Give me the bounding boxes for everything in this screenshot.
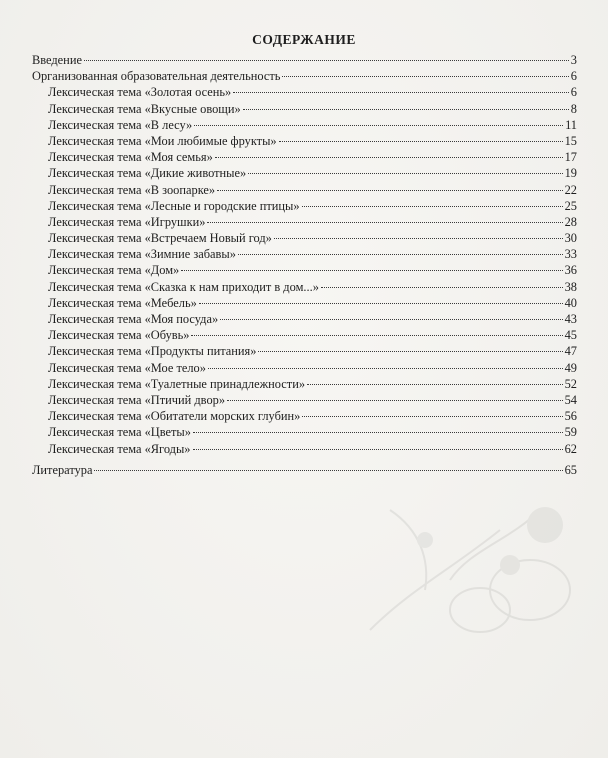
toc-entry — [32, 424, 577, 440]
toc-entry-label: Лексическая тема «Золотая осень» — [48, 85, 232, 100]
toc-entry — [32, 441, 577, 457]
toc-entry-label: Лексическая тема «Обувь» — [48, 328, 190, 343]
dot-leader — [243, 109, 569, 110]
toc-entry-page-number: 6 — [570, 85, 577, 100]
toc-entry-label: Организованная образовательная деятельность — [32, 69, 281, 84]
toc-entry-page-number: 8 — [570, 101, 577, 116]
toc-entry — [32, 198, 577, 214]
toc-entry-page-number: 49 — [564, 360, 577, 375]
dot-leader — [84, 60, 569, 61]
dot-leader — [94, 470, 562, 471]
toc-entry-label: Лексическая тема «Игрушки» — [48, 214, 206, 229]
dot-leader — [307, 384, 563, 385]
toc-entry — [32, 311, 577, 327]
toc-entry — [32, 182, 577, 198]
toc-entry — [32, 343, 577, 359]
dot-leader — [191, 335, 562, 336]
toc-entry-page-number: 54 — [564, 392, 577, 407]
dot-leader — [321, 287, 563, 288]
toc-entry — [32, 84, 577, 100]
toc-entry-label: Литература — [32, 462, 93, 477]
toc-entry — [32, 360, 577, 376]
toc-entry-page-number: 3 — [570, 53, 577, 67]
toc-entry — [32, 462, 577, 478]
toc-entry-page-number: 22 — [564, 182, 577, 197]
toc-entry — [32, 101, 577, 117]
dot-leader — [238, 254, 563, 255]
dot-leader — [279, 141, 563, 142]
toc-entry-page-number: 62 — [564, 441, 577, 456]
toc-entry-label: Лексическая тема «Встречаем Новый год» — [48, 231, 272, 246]
toc-entry — [32, 68, 577, 84]
toc-entry-page-number: 52 — [564, 376, 577, 391]
toc-entry-label: Лексическая тема «Продукты питания» — [48, 344, 257, 359]
dot-leader — [302, 206, 563, 207]
toc-entry — [32, 230, 577, 246]
toc-entry-label: Лексическая тема «Птичий двор» — [48, 392, 226, 407]
toc-entry-page-number: 36 — [564, 263, 577, 278]
page-title: СОДЕРЖАНИЕ — [252, 32, 356, 47]
toc-entry — [32, 408, 577, 424]
toc-entry-page-number: 56 — [564, 409, 577, 424]
toc-entry-page-number: 6 — [570, 69, 577, 84]
toc-entry-label: Введение — [32, 53, 82, 67]
dot-leader — [215, 157, 563, 158]
toc-entry-page-number: 65 — [564, 462, 577, 477]
toc-entry-label: Лексическая тема «Вкусные овощи» — [48, 101, 241, 116]
toc-entry-page-number: 25 — [564, 198, 577, 213]
toc-entry-label: Лексическая тема «Туалетные принадлежности» — [48, 376, 306, 391]
toc-entry-label: Лексическая тема «В зоопарке» — [48, 182, 216, 197]
toc-entry-page-number: 19 — [564, 166, 577, 181]
toc-entry — [32, 376, 577, 392]
table-of-contents — [32, 52, 577, 478]
toc-entry-label: Лексическая тема «Мебель» — [48, 295, 197, 310]
toc-entry-page-number: 17 — [564, 150, 577, 165]
toc-entry — [32, 279, 577, 295]
toc-entry-label: Лексическая тема «Зимние забавы» — [48, 247, 236, 262]
toc-entry — [32, 392, 577, 408]
dot-leader — [258, 351, 562, 352]
toc-entry-label: Лексическая тема «Ягоды» — [48, 441, 191, 456]
toc-entry-label: Лексическая тема «Мои любимые фрукты» — [48, 133, 277, 148]
toc-entry-label: Лексическая тема «Моя посуда» — [48, 312, 219, 326]
toc-entry-page-number: 28 — [564, 214, 577, 229]
toc-entry-page-number: 33 — [564, 247, 577, 262]
dot-leader — [217, 190, 563, 191]
dot-leader — [227, 400, 563, 401]
dot-leader — [199, 303, 563, 304]
toc-entry — [32, 262, 577, 278]
toc-entry-label: Лексическая тема «В лесу» — [48, 117, 193, 132]
toc-entry-label: Лексическая тема «Дом» — [48, 263, 180, 278]
toc-entry-page-number: 38 — [564, 279, 577, 294]
floral-watermark-image — [330, 470, 590, 660]
toc-entry — [32, 246, 577, 262]
toc-entry-page-number: 30 — [564, 231, 577, 246]
toc-entry — [32, 52, 577, 68]
toc-entry — [32, 117, 577, 133]
toc-entry-label: Лексическая тема «Моя семья» — [48, 150, 213, 165]
toc-entry-label: Лексическая тема «Сказка к нам приходит в дом...» — [48, 279, 319, 294]
toc-entry-label: Лексическая тема «Лесные и городские птицы» — [48, 198, 300, 213]
dot-leader — [193, 449, 563, 450]
dot-leader — [208, 368, 563, 369]
toc-entry-label: Лексическая тема «Цветы» — [48, 425, 191, 440]
toc-entry-page-number: 47 — [564, 344, 577, 359]
dot-leader — [207, 222, 562, 223]
dot-leader — [233, 92, 569, 93]
toc-entry-page-number: 11 — [565, 117, 577, 132]
toc-entry — [32, 295, 577, 311]
toc-entry — [32, 165, 577, 181]
dot-leader — [282, 76, 568, 77]
dot-leader — [302, 416, 562, 417]
toc-entry-label: Лексическая тема «Дикие животные» — [48, 166, 247, 181]
toc-entry — [32, 149, 577, 165]
dot-leader — [181, 270, 562, 271]
toc-entry-page-number: 45 — [564, 328, 577, 343]
toc-entry-label: Лексическая тема «Мое тело» — [48, 360, 206, 375]
dot-leader — [274, 238, 563, 239]
toc-entry — [32, 133, 577, 149]
dot-leader — [193, 432, 563, 433]
toc-entry-page-number: 40 — [564, 295, 577, 310]
toc-entry-page-number: 15 — [564, 133, 577, 148]
toc-entry-page-number: 59 — [564, 425, 577, 440]
toc-entry-page-number: 43 — [564, 312, 577, 326]
toc-entry — [32, 327, 577, 343]
toc-entry — [32, 214, 577, 230]
dot-leader — [248, 173, 562, 174]
dot-leader — [220, 319, 562, 320]
toc-entry-label: Лексическая тема «Обитатели морских глубин» — [48, 409, 301, 424]
dot-leader — [194, 125, 563, 126]
